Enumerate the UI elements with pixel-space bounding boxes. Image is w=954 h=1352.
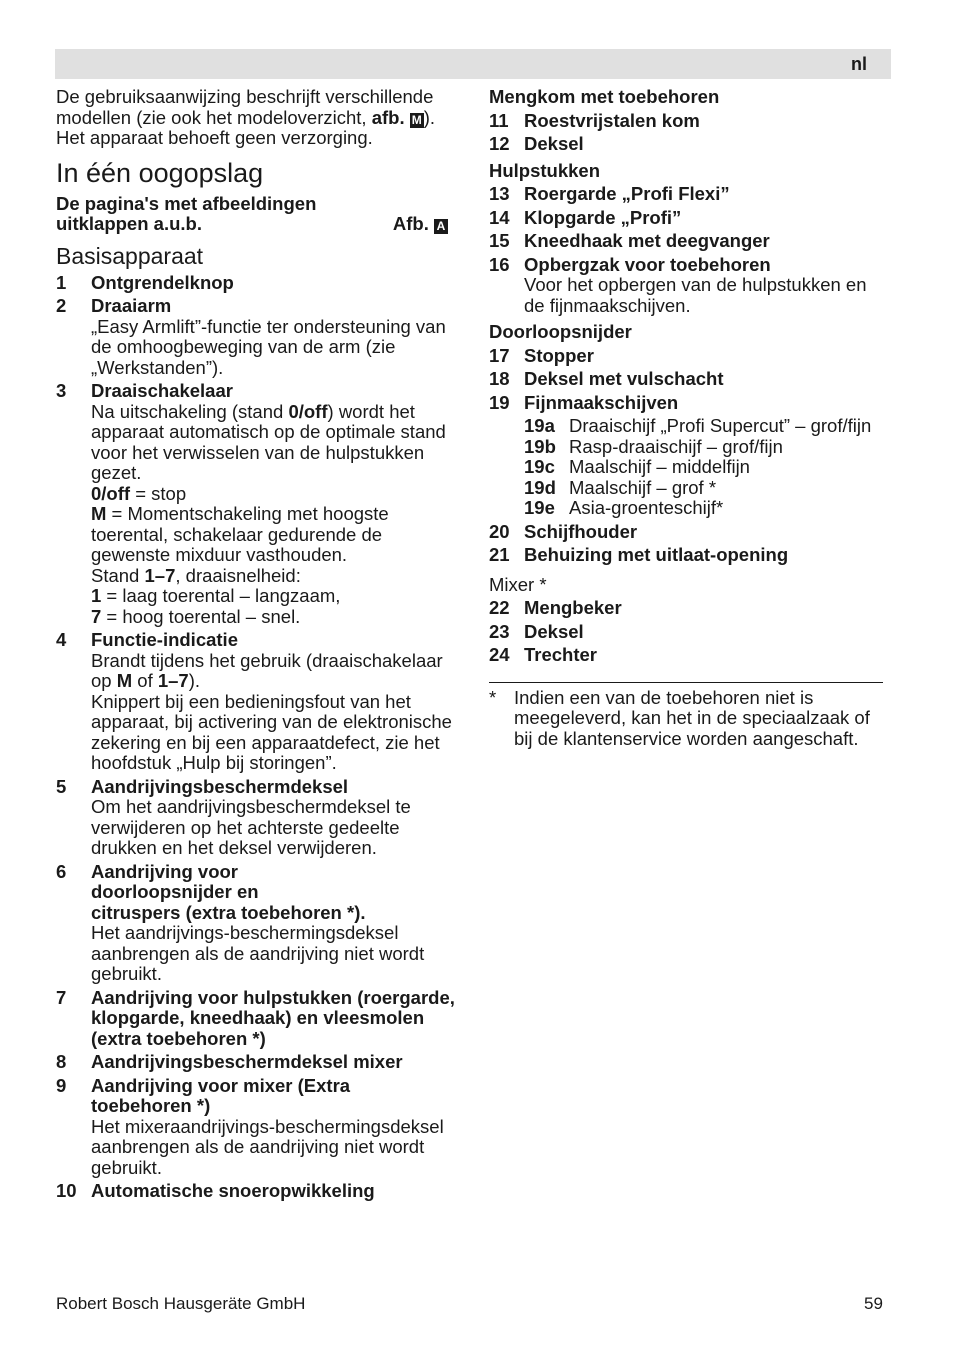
list-item-23: 23 Deksel xyxy=(489,620,584,642)
left-column xyxy=(56,87,456,1202)
footnote-marker: * xyxy=(489,686,497,708)
group-heading-mixer: Mixer * xyxy=(489,573,547,595)
list-item-19: 19 Fijnmaakschijven xyxy=(489,391,679,413)
page-title: In één oogopslag xyxy=(56,157,264,188)
list-item-13: 13 Roergarde „Profi Flexi” xyxy=(489,183,730,204)
list-item-20: 20 Schijfhouder xyxy=(489,520,638,542)
list-item-11: 11 Roestvrijstalen kom xyxy=(489,109,700,131)
list-item-21: 21 Behuizing met uitlaat-opening xyxy=(489,544,789,565)
list-item-16: 16 Opbergzak voor toebehoren Voor het opbergen van de hulpstukken en de fijnmaakschijven. xyxy=(489,253,867,316)
list-item-9: 9 Aandrijving voor mixer (Extra toebehoren *) Het mixeraandrijvings-beschermingsdeksel aanbrengen als de aandrijving niet wordt gebruikt. xyxy=(56,1074,444,1178)
list-item-2: 2 Draaiarm „Easy Armlift”-functie ter ondersteuning van de omhoogbeweging van de arm (zie „Werkstanden”). xyxy=(56,295,446,378)
list-item-1: 1 Ontgrendelknop xyxy=(56,271,234,293)
footnote xyxy=(489,682,883,750)
section-heading-basisapparaat: Basisapparaat xyxy=(56,242,204,269)
sub-item-19d: 19d Maalschijf – grof * xyxy=(524,476,717,498)
intro-paragraph: De gebruiksaanwijzing beschrijft verschillende modellen (zie ook het modeloverzicht, afb. M ). Het apparaat behoeft geen verzorging. xyxy=(56,86,436,148)
list-item-17: 17 Stopper xyxy=(489,344,594,366)
fold-afb-ref: Afb. A xyxy=(393,214,448,235)
group-heading-doorloopsnijder: Doorloopsnijder xyxy=(489,321,632,342)
list-item-18: 18 Deksel met vulschacht xyxy=(489,368,724,389)
figure-a-icon: A xyxy=(434,219,448,234)
list-item-12: 12 Deksel xyxy=(489,133,584,154)
list-item-6: 6 Aandrijving voor doorloopsnijder en citruspers (extra toebehoren *). Het aandrijvings-beschermingsdeksel aanbrengen als de aandrijving niet wordt gebruikt. xyxy=(56,860,425,984)
list-item-8: 8 Aandrijvingsbeschermdeksel mixer xyxy=(56,1051,403,1072)
group-heading-hulpstukken: Hulpstukken xyxy=(489,159,601,181)
list-item-22: 22 Mengbeker xyxy=(489,597,622,618)
list-item-3: 3 Draaischakelaar Na uitschakeling (stand 0/off) wordt het apparaat automatisch op de optimale stand voor het verwisselen van de hulpstukken gezet. 0/off = stop M = Momentschakeling met hoogste toerental, schakelaar gedurende de gewenste mixduur vasthouden. Stand 1–7, draaisnelheid: 1 = laag toerental – langzaam, 7 = hoog toerental – snel. xyxy=(56,380,446,627)
right-column xyxy=(489,87,883,749)
sub-item-19b: 19b Rasp-draaischijf – grof/fijn xyxy=(524,435,783,457)
footer-company: Robert Bosch Hausgeräte GmbH xyxy=(56,1294,306,1313)
page-number: 59 xyxy=(864,1294,883,1313)
list-item-14: 14 Klopgarde „Profi” xyxy=(489,206,682,228)
sub-item-19e: 19e Asia-groenteschijf* xyxy=(524,497,724,518)
sub-item-19a: 19a Draaischijf „Profi Supercut” – grof/fijn xyxy=(524,415,872,436)
footnote-text: Indien een van de toebehoren niet is meegeleverd, kan het in de speciaalzaak of bij de klantenservice worden aangeschaft. xyxy=(514,686,870,749)
list-item-24: 24 Trechter xyxy=(489,644,598,665)
group-heading-mengkom: Mengkom met toebehoren xyxy=(489,86,720,107)
list-item-10: 10 Automatische snoeropwikkeling xyxy=(56,1180,375,1201)
list-item-5: 5 Aandrijvingsbeschermdeksel Om het aandrijvingsbeschermdeksel te verwijderen op het achterste gedeelte drukken en het deksel verwijderen. xyxy=(56,775,411,858)
list-item-4: 4 Functie-indicatie Brandt tijdens het gebruik (draaischakelaar op M of 1–7). Knippert bij een bedieningsfout van het apparaat, bij activering van de elektronische zekering en bij een apparaatdefect, zie het hoofdstuk „Hulp bij storingen”. xyxy=(56,629,452,773)
sub-item-19c: 19c Maalschijf – middelfijn xyxy=(524,456,750,477)
header-bar xyxy=(55,49,891,79)
figure-m-icon: M xyxy=(411,112,422,127)
list-item-7: 7 Aandrijving voor hulpstukken (roergarde, klopgarde, kneedhaak) en vleesmolen (extra toebehoren *) xyxy=(56,986,455,1049)
fold-out-note: De pagina's met afbeeldingen uitklappen a.u.b. Afb. A xyxy=(56,194,456,235)
list-item-15: 15 Kneedhaak met deegvanger xyxy=(489,230,770,251)
language-label: nl xyxy=(851,54,867,74)
